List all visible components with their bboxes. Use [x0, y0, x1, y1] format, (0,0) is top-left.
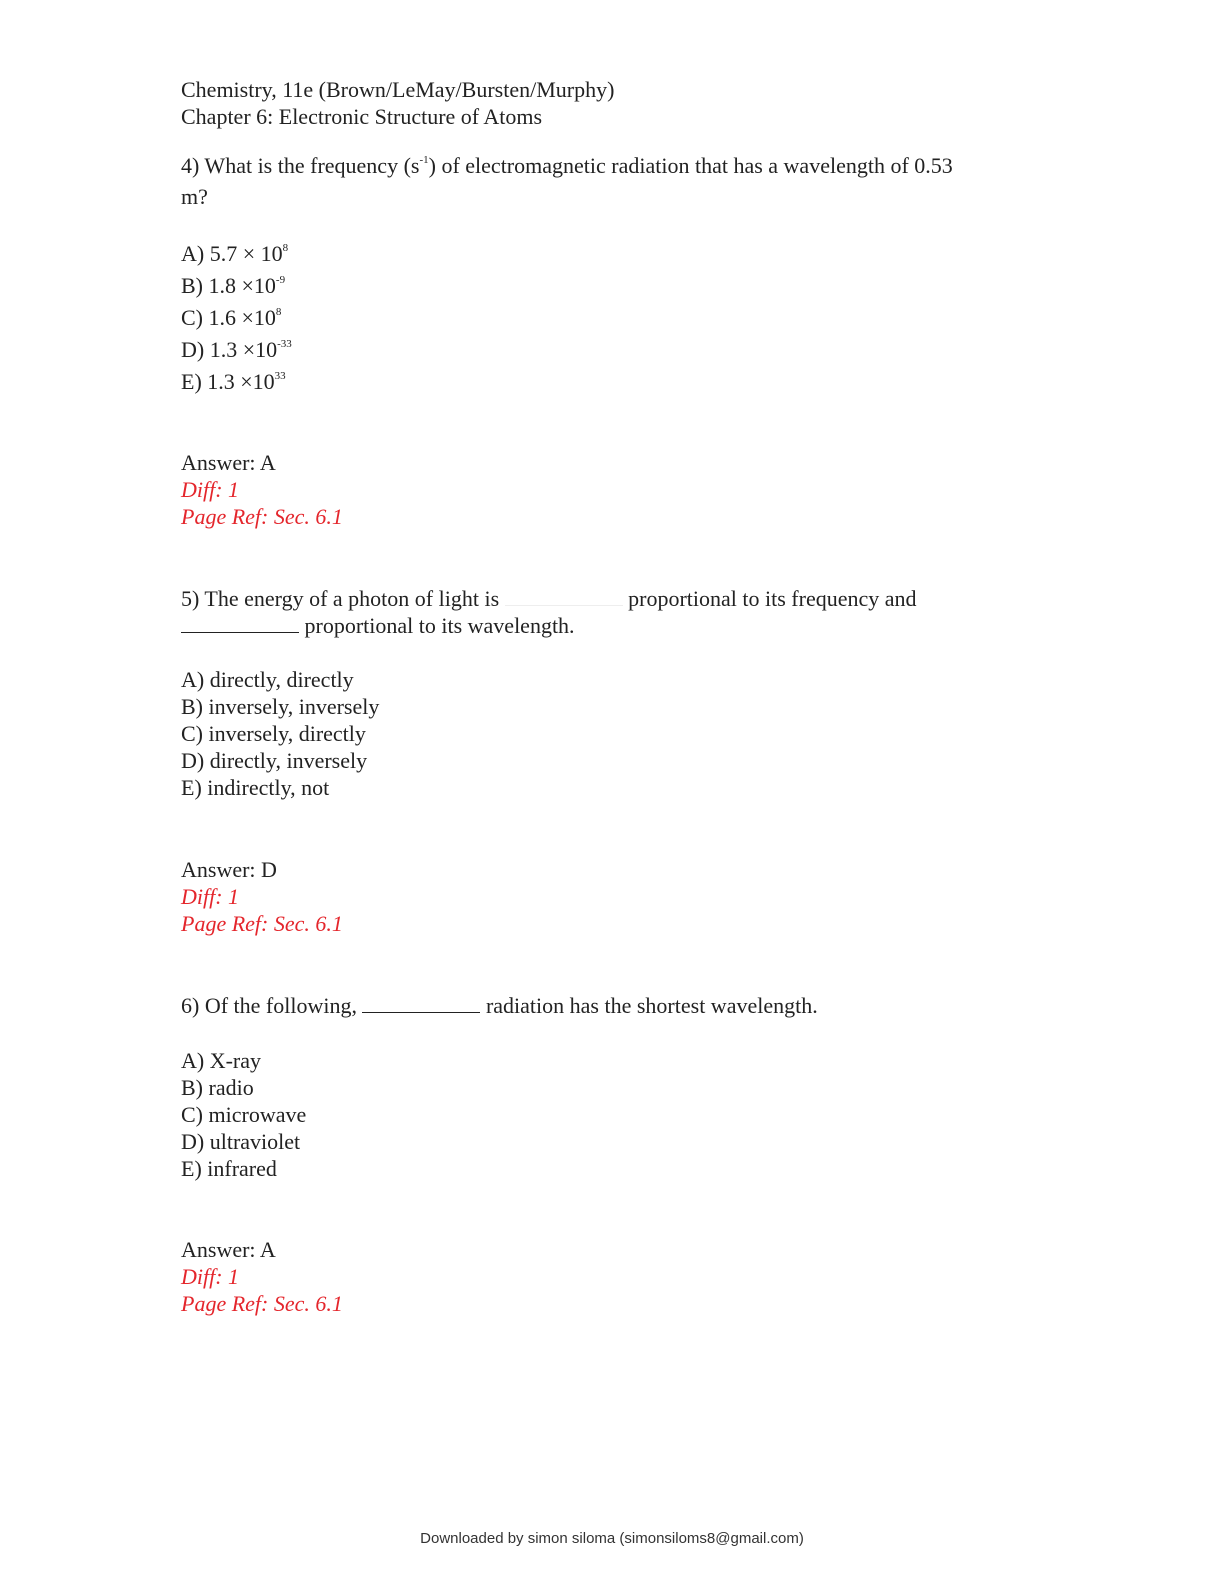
question-5-option-d: D) directly, inversely — [181, 748, 368, 773]
answer-blank — [505, 585, 623, 606]
question-6-option-c: C) microwave — [181, 1102, 307, 1127]
question-5-stem-part2: proportional to its frequency and — [628, 586, 917, 611]
download-footer: Downloaded by simon siloma (simonsiloms8@gmail.com) — [420, 1530, 804, 1547]
question-6-option-e: E) infrared — [181, 1156, 277, 1181]
question-4-stem — [181, 152, 953, 179]
question-4-stem-line2: m? — [181, 184, 208, 209]
question-6-diff: Diff: 1 — [181, 1264, 240, 1289]
question-6-option-d: D) ultraviolet — [181, 1129, 301, 1154]
answer-blank — [362, 992, 480, 1013]
question-5-option-b: B) inversely, inversely — [181, 694, 380, 719]
question-4-answer: Answer: A — [181, 450, 276, 475]
question-6-answer: Answer: A — [181, 1237, 276, 1262]
question-6-option-b: B) radio — [181, 1075, 254, 1100]
question-4-stem-superscript: -1 — [419, 154, 429, 166]
question-6-option-a: A) X-ray — [181, 1048, 262, 1073]
question-4-option-e: E) $1.3 \times 10^{33}$ — [181, 369, 286, 394]
question-6-stem — [181, 992, 818, 1019]
question-5-page-ref: Page Ref: Sec. 6.1 — [181, 911, 343, 936]
question-4-option-c: C) $1.6 \times 10^8$ — [181, 305, 282, 330]
question-5-diff: Diff: 1 — [181, 884, 240, 909]
question-6-page-ref: Page Ref: Sec. 6.1 — [181, 1291, 343, 1316]
question-4-diff: Diff: 1 — [181, 477, 240, 502]
question-4-stem-part2: ) of electromagnetic radiation that has a wavelength of 0.53 — [428, 153, 953, 178]
question-5-stem-part1: 5) The energy of a photon of light is — [181, 586, 500, 611]
question-4-option-b: B) $1.8 \times 10^{-9}$ — [181, 273, 286, 298]
book-title: Chemistry, 11e (Brown/LeMay/Bursten/Murphy) — [181, 77, 615, 102]
question-5-option-a: A) directly, directly — [181, 667, 354, 692]
question-4-option-a: A) $5.7 \times 10^8$ — [181, 241, 289, 266]
question-5-stem-line2 — [181, 612, 575, 639]
question-4-page-ref: Page Ref: Sec. 6.1 — [181, 504, 343, 529]
question-5-option-e: E) indirectly, not — [181, 775, 330, 800]
answer-blank — [181, 612, 299, 633]
question-5-option-c: C) inversely, directly — [181, 721, 366, 746]
question-5-stem — [181, 585, 917, 612]
question-5-answer: Answer: D — [181, 857, 277, 882]
chapter-title: Chapter 6: Electronic Structure of Atoms — [181, 104, 543, 129]
question-6-stem-part1: 6) Of the following, — [181, 993, 357, 1018]
question-5-stem-line2-text: proportional to its wavelength. — [304, 613, 575, 638]
question-6-stem-part2: radiation has the shortest wavelength. — [485, 993, 818, 1018]
question-4-stem-part1: 4) What is the frequency (s — [181, 153, 420, 178]
question-4-option-d: D) $1.3 \times 10^{-33}$ — [181, 337, 292, 362]
